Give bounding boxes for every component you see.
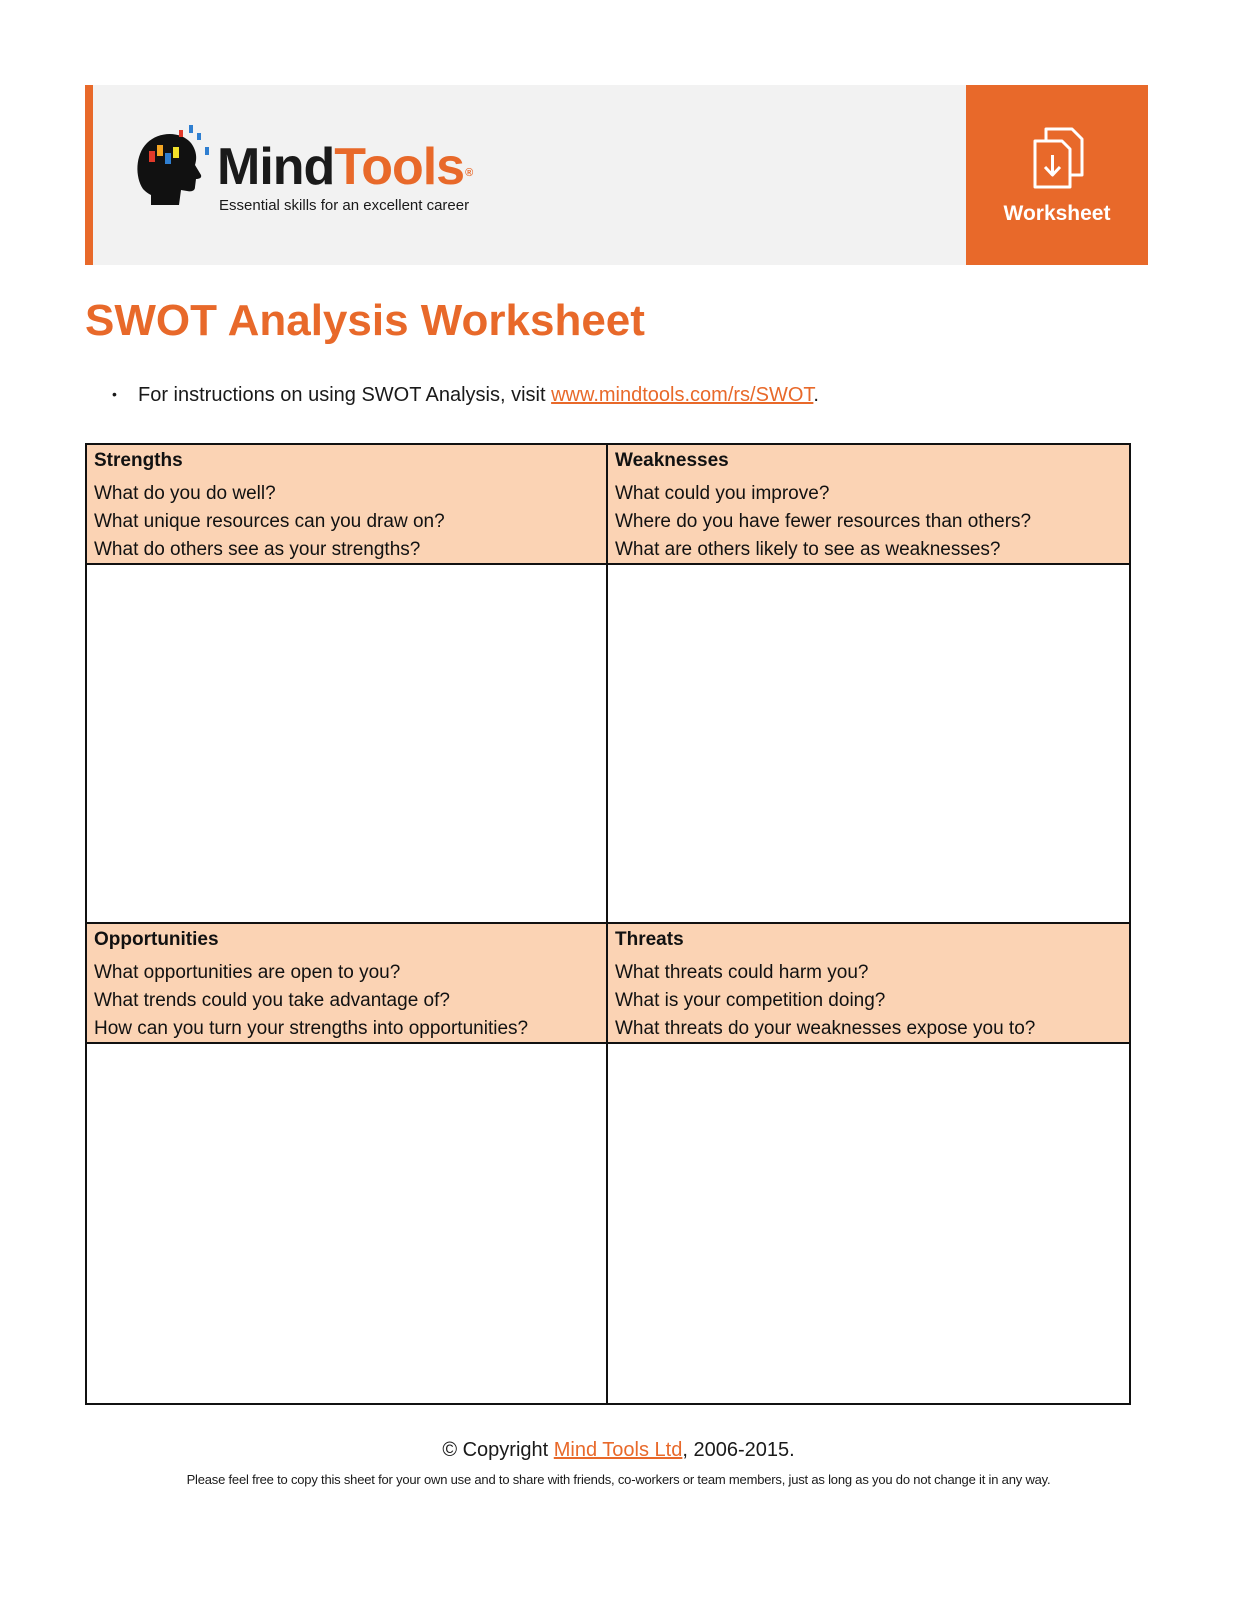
swot-grid (85, 443, 1131, 1405)
instructions-suffix: . (813, 384, 819, 406)
instructions-text: For instructions on using SWOT Analysis, visit (138, 384, 552, 406)
copyright-suffix: , 2006-2015. (682, 1439, 795, 1461)
threats-question: What is your competition doing? (615, 990, 886, 1011)
logo-word-mind: Mind (217, 138, 335, 196)
weaknesses-quadrant (608, 445, 1129, 924)
header-banner (85, 85, 1148, 265)
weaknesses-question: Where do you have fewer resources than others? (615, 511, 1032, 532)
opportunities-response-area[interactable] (87, 1044, 606, 1403)
document-download-icon (1032, 127, 1084, 189)
mindtools-logo (133, 125, 493, 225)
swot-instructions-link[interactable]: www.mindtools.com/rs/SWOT (551, 384, 814, 406)
copyright-prefix: © Copyright (442, 1439, 554, 1461)
banner-accent-bar (85, 85, 93, 265)
opportunities-header (87, 924, 606, 1044)
strengths-response-area[interactable] (87, 565, 606, 922)
strengths-question: What unique resources can you draw on? (94, 511, 445, 532)
weaknesses-header (608, 445, 1129, 565)
strengths-quadrant (87, 445, 608, 924)
mindtools-ltd-link[interactable]: Mind Tools Ltd (553, 1439, 683, 1461)
weaknesses-question: What are others likely to see as weaknesses? (615, 539, 1001, 560)
threats-question: What threats could harm you? (615, 962, 869, 983)
weaknesses-response-area[interactable] (608, 565, 1129, 922)
weaknesses-question: What could you improve? (615, 483, 830, 504)
threats-response-area[interactable] (608, 1044, 1129, 1403)
strengths-question: What do you do well? (94, 483, 276, 504)
page-title: SWOT Analysis Worksheet (85, 296, 645, 345)
weaknesses-title: Weaknesses (615, 450, 729, 471)
worksheet-badge (966, 85, 1148, 265)
strengths-header (87, 445, 606, 565)
bullet-icon: • (112, 386, 117, 402)
threats-question: What threats do your weaknesses expose you to? (615, 1018, 1036, 1039)
opportunities-question: What opportunities are open to you? (94, 962, 401, 983)
opportunities-question: How can you turn your strengths into opportunities? (94, 1018, 529, 1039)
opportunities-question: What trends could you take advantage of? (94, 990, 450, 1011)
registered-mark: ® (465, 167, 473, 179)
opportunities-quadrant (87, 924, 608, 1403)
worksheet-label: Worksheet (1003, 202, 1111, 225)
logo-tagline: Essential skills for an excellent career (219, 197, 470, 214)
strengths-title: Strengths (94, 450, 183, 471)
instructions-line (112, 382, 819, 407)
logo-word-tools: Tools (334, 138, 465, 196)
head-silhouette-icon (133, 125, 213, 215)
logo-wordmark (217, 139, 472, 195)
copyright-line (0, 1438, 1237, 1462)
threats-quadrant (608, 924, 1129, 1403)
opportunities-title: Opportunities (94, 929, 219, 950)
threats-header (608, 924, 1129, 1044)
usage-note: Please feel free to copy this sheet for your own use and to share with friends, co-workers or team members, just as long as you do not change it in any way. (186, 1472, 1051, 1487)
strengths-question: What do others see as your strengths? (94, 539, 421, 560)
threats-title: Threats (615, 929, 684, 950)
